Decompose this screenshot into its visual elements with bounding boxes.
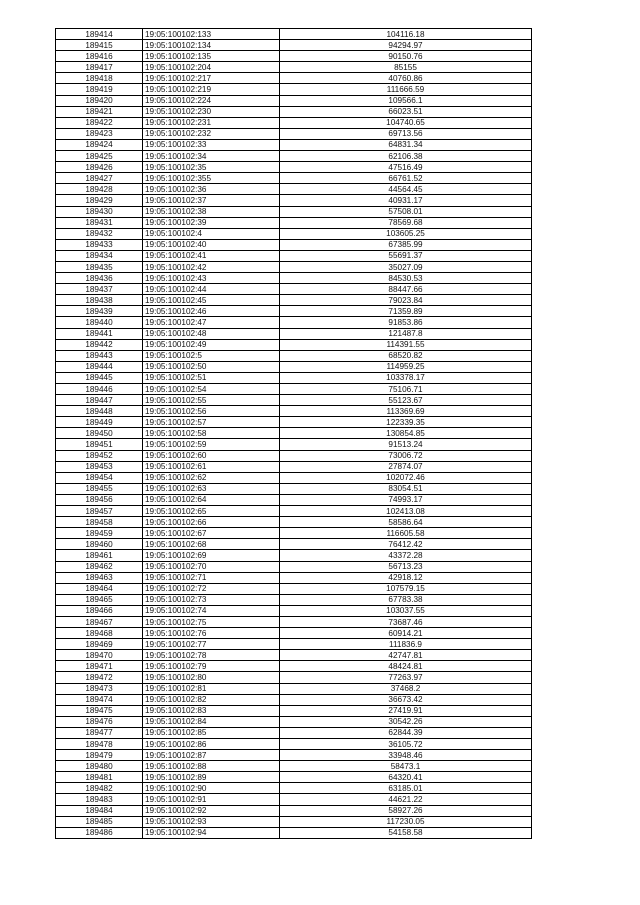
row-number-cell: 189427 [56, 173, 143, 184]
row-number-cell: 189453 [56, 461, 143, 472]
table-row [56, 406, 532, 417]
table-row [56, 572, 532, 583]
table-row [56, 306, 532, 317]
row-number-cell: 189440 [56, 317, 143, 328]
cadastral-number-cell: 19:05:100102:49 [143, 339, 280, 350]
cadastral-number-cell: 19:05:100102:33 [143, 139, 280, 150]
cadastral-number-cell: 19:05:100102:66 [143, 517, 280, 528]
table-row [56, 639, 532, 650]
cadastral-number-cell: 19:05:100102:134 [143, 40, 280, 51]
row-number-cell: 189418 [56, 73, 143, 84]
value-cell: 69713.56 [280, 128, 532, 139]
value-cell: 62844.39 [280, 727, 532, 738]
table-row [56, 672, 532, 683]
cadastral-number-cell: 19:05:100102:94 [143, 827, 280, 838]
value-cell: 30542.26 [280, 716, 532, 727]
cadastral-number-cell: 19:05:100102:76 [143, 628, 280, 639]
table-row [56, 605, 532, 616]
value-cell: 74993.17 [280, 494, 532, 505]
cadastral-number-cell: 19:05:100102:232 [143, 128, 280, 139]
cadastral-number-cell: 19:05:100102:80 [143, 672, 280, 683]
cadastral-number-cell: 19:05:100102:40 [143, 239, 280, 250]
value-cell: 122339.35 [280, 417, 532, 428]
table-row [56, 372, 532, 383]
table-row [56, 395, 532, 406]
cadastral-number-cell: 19:05:100102:41 [143, 250, 280, 261]
value-cell: 27874.07 [280, 461, 532, 472]
row-number-cell: 189447 [56, 395, 143, 406]
row-number-cell: 189474 [56, 694, 143, 705]
value-cell: 44564.45 [280, 184, 532, 195]
table-row [56, 384, 532, 395]
cadastral-number-cell: 19:05:100102:230 [143, 106, 280, 117]
row-number-cell: 189475 [56, 705, 143, 716]
cadastral-number-cell: 19:05:100102:68 [143, 539, 280, 550]
table-row [56, 84, 532, 95]
table-row [56, 539, 532, 550]
table-body [56, 29, 532, 839]
table-row [56, 694, 532, 705]
value-cell: 54158.58 [280, 827, 532, 838]
table-row [56, 273, 532, 284]
cadastral-number-cell: 19:05:100102:69 [143, 550, 280, 561]
value-cell: 36105.72 [280, 739, 532, 750]
row-number-cell: 189486 [56, 827, 143, 838]
cadastral-number-cell: 19:05:100102:57 [143, 417, 280, 428]
cadastral-number-cell: 19:05:100102:133 [143, 29, 280, 40]
table-row [56, 705, 532, 716]
table-row [56, 117, 532, 128]
value-cell: 71359.89 [280, 306, 532, 317]
table-row [56, 139, 532, 150]
table-row [56, 561, 532, 572]
row-number-cell: 189478 [56, 739, 143, 750]
table-row [56, 472, 532, 483]
cadastral-number-cell: 19:05:100102:58 [143, 428, 280, 439]
cadastral-number-cell: 19:05:100102:90 [143, 783, 280, 794]
row-number-cell: 189459 [56, 528, 143, 539]
row-number-cell: 189437 [56, 284, 143, 295]
row-number-cell: 189462 [56, 561, 143, 572]
table-row [56, 628, 532, 639]
cadastral-number-cell: 19:05:100102:91 [143, 794, 280, 805]
cadastral-number-cell: 19:05:100102:88 [143, 761, 280, 772]
value-cell: 90150.76 [280, 51, 532, 62]
table-row [56, 195, 532, 206]
table-row [56, 295, 532, 306]
cadastral-number-cell: 19:05:100102:42 [143, 261, 280, 272]
value-cell: 67783.38 [280, 594, 532, 605]
row-number-cell: 189426 [56, 162, 143, 173]
table-row [56, 739, 532, 750]
table-row [56, 151, 532, 162]
row-number-cell: 189460 [56, 539, 143, 550]
table-row [56, 339, 532, 350]
row-number-cell: 189434 [56, 250, 143, 261]
value-cell: 130854.85 [280, 428, 532, 439]
cadastral-number-cell: 19:05:100102:77 [143, 639, 280, 650]
row-number-cell: 189430 [56, 206, 143, 217]
value-cell: 88447.66 [280, 284, 532, 295]
table-row [56, 95, 532, 106]
row-number-cell: 189442 [56, 339, 143, 350]
cadastral-number-cell: 19:05:100102:72 [143, 583, 280, 594]
cadastral-number-cell: 19:05:100102:231 [143, 117, 280, 128]
row-number-cell: 189423 [56, 128, 143, 139]
table-row [56, 827, 532, 838]
row-number-cell: 189466 [56, 605, 143, 616]
cadastral-number-cell: 19:05:100102:78 [143, 650, 280, 661]
table-row [56, 317, 532, 328]
cadastral-number-cell: 19:05:100102:43 [143, 273, 280, 284]
cadastral-number-cell: 19:05:100102:92 [143, 805, 280, 816]
cadastral-number-cell: 19:05:100102:51 [143, 372, 280, 383]
row-number-cell: 189438 [56, 295, 143, 306]
table-row [56, 173, 532, 184]
table-row [56, 528, 532, 539]
value-cell: 78569.68 [280, 217, 532, 228]
table-row [56, 506, 532, 517]
table-row [56, 483, 532, 494]
table-row [56, 217, 532, 228]
value-cell: 64831.34 [280, 139, 532, 150]
table-row [56, 594, 532, 605]
value-cell: 73006.72 [280, 450, 532, 461]
table-row [56, 184, 532, 195]
value-cell: 79023.84 [280, 295, 532, 306]
row-number-cell: 189457 [56, 506, 143, 517]
cadastral-number-cell: 19:05:100102:70 [143, 561, 280, 572]
row-number-cell: 189454 [56, 472, 143, 483]
cadastral-number-cell: 19:05:100102:83 [143, 705, 280, 716]
row-number-cell: 189446 [56, 384, 143, 395]
row-number-cell: 189429 [56, 195, 143, 206]
row-number-cell: 189448 [56, 406, 143, 417]
row-number-cell: 189415 [56, 40, 143, 51]
row-number-cell: 189477 [56, 727, 143, 738]
cadastral-number-cell: 19:05:100102:224 [143, 95, 280, 106]
cadastral-number-cell: 19:05:100102:47 [143, 317, 280, 328]
row-number-cell: 189480 [56, 761, 143, 772]
row-number-cell: 189422 [56, 117, 143, 128]
cadastral-number-cell: 19:05:100102:45 [143, 295, 280, 306]
row-number-cell: 189445 [56, 372, 143, 383]
cadastral-number-cell: 19:05:100102:62 [143, 472, 280, 483]
value-cell: 40931.17 [280, 195, 532, 206]
table-row [56, 805, 532, 816]
table-row [56, 128, 532, 139]
value-cell: 37468.2 [280, 683, 532, 694]
row-number-cell: 189433 [56, 239, 143, 250]
table-row [56, 361, 532, 372]
table-row [56, 73, 532, 84]
cadastral-number-cell: 19:05:100102:59 [143, 439, 280, 450]
cadastral-number-cell: 19:05:100102:65 [143, 506, 280, 517]
value-cell: 63185.01 [280, 783, 532, 794]
value-cell: 121487.8 [280, 328, 532, 339]
row-number-cell: 189441 [56, 328, 143, 339]
value-cell: 76412.42 [280, 539, 532, 550]
row-number-cell: 189443 [56, 350, 143, 361]
row-number-cell: 189484 [56, 805, 143, 816]
value-cell: 104116.18 [280, 29, 532, 40]
table-row [56, 62, 532, 73]
value-cell: 58586.64 [280, 517, 532, 528]
row-number-cell: 189417 [56, 62, 143, 73]
cadastral-number-cell: 19:05:100102:79 [143, 661, 280, 672]
row-number-cell: 189465 [56, 594, 143, 605]
row-number-cell: 189450 [56, 428, 143, 439]
cadastral-number-cell: 19:05:100102:355 [143, 173, 280, 184]
row-number-cell: 189473 [56, 683, 143, 694]
value-cell: 47516.49 [280, 162, 532, 173]
cadastral-number-cell: 19:05:100102:81 [143, 683, 280, 694]
value-cell: 36673.42 [280, 694, 532, 705]
row-number-cell: 189444 [56, 361, 143, 372]
row-number-cell: 189485 [56, 816, 143, 827]
row-number-cell: 189421 [56, 106, 143, 117]
table-row [56, 661, 532, 672]
table-row [56, 428, 532, 439]
value-cell: 104740.65 [280, 117, 532, 128]
cadastral-number-cell: 19:05:100102:63 [143, 483, 280, 494]
cadastral-number-cell: 19:05:100102:64 [143, 494, 280, 505]
table-row [56, 51, 532, 62]
table-row [56, 350, 532, 361]
value-cell: 111666.59 [280, 84, 532, 95]
row-number-cell: 189428 [56, 184, 143, 195]
cadastral-number-cell: 19:05:100102:89 [143, 772, 280, 783]
cadastral-number-cell: 19:05:100102:93 [143, 816, 280, 827]
cadastral-number-cell: 19:05:100102:37 [143, 195, 280, 206]
cadastral-number-cell: 19:05:100102:60 [143, 450, 280, 461]
value-cell: 64320.41 [280, 772, 532, 783]
value-cell: 114391.55 [280, 339, 532, 350]
cadastral-number-cell: 19:05:100102:46 [143, 306, 280, 317]
table-row [56, 683, 532, 694]
table-row [56, 761, 532, 772]
value-cell: 66761.52 [280, 173, 532, 184]
cadastral-number-cell: 19:05:100102:135 [143, 51, 280, 62]
cadastral-number-cell: 19:05:100102:204 [143, 62, 280, 73]
row-number-cell: 189456 [56, 494, 143, 505]
value-cell: 114959.25 [280, 361, 532, 372]
table-row [56, 650, 532, 661]
row-number-cell: 189468 [56, 628, 143, 639]
cadastral-number-cell: 19:05:100102:73 [143, 594, 280, 605]
value-cell: 91853.86 [280, 317, 532, 328]
row-number-cell: 189420 [56, 95, 143, 106]
row-number-cell: 189436 [56, 273, 143, 284]
table-row [56, 328, 532, 339]
table-row [56, 794, 532, 805]
cadastral-number-cell: 19:05:100102:44 [143, 284, 280, 295]
row-number-cell: 189483 [56, 794, 143, 805]
value-cell: 85155 [280, 62, 532, 73]
value-cell: 43372.28 [280, 550, 532, 561]
value-cell: 55691.37 [280, 250, 532, 261]
table-row [56, 450, 532, 461]
cadastral-number-cell: 19:05:100102:71 [143, 572, 280, 583]
cadastral-number-cell: 19:05:100102:4 [143, 228, 280, 239]
value-cell: 103605.25 [280, 228, 532, 239]
value-cell: 66023.51 [280, 106, 532, 117]
table-row [56, 206, 532, 217]
table-row [56, 583, 532, 594]
cadastral-number-cell: 19:05:100102:84 [143, 716, 280, 727]
value-cell: 42918.12 [280, 572, 532, 583]
cadastral-number-cell: 19:05:100102:86 [143, 739, 280, 750]
row-number-cell: 189449 [56, 417, 143, 428]
value-cell: 103378.17 [280, 372, 532, 383]
table-row [56, 162, 532, 173]
row-number-cell: 189435 [56, 261, 143, 272]
value-cell: 113369.69 [280, 406, 532, 417]
row-number-cell: 189479 [56, 750, 143, 761]
cadastral-number-cell: 19:05:100102:39 [143, 217, 280, 228]
value-cell: 58473.1 [280, 761, 532, 772]
table-row [56, 750, 532, 761]
value-cell: 109566.1 [280, 95, 532, 106]
table-row [56, 772, 532, 783]
cadastral-number-cell: 19:05:100102:55 [143, 395, 280, 406]
table-row [56, 494, 532, 505]
table-row [56, 783, 532, 794]
table-row [56, 250, 532, 261]
table-row [56, 106, 532, 117]
value-cell: 107579.15 [280, 583, 532, 594]
table-row [56, 439, 532, 450]
cadastral-number-cell: 19:05:100102:85 [143, 727, 280, 738]
cadastral-number-cell: 19:05:100102:54 [143, 384, 280, 395]
value-cell: 117230.05 [280, 816, 532, 827]
data-table [55, 28, 532, 839]
value-cell: 103037.55 [280, 605, 532, 616]
row-number-cell: 189471 [56, 661, 143, 672]
cadastral-number-cell: 19:05:100102:48 [143, 328, 280, 339]
value-cell: 91513.24 [280, 439, 532, 450]
value-cell: 102413.08 [280, 506, 532, 517]
row-number-cell: 189452 [56, 450, 143, 461]
table-row [56, 716, 532, 727]
value-cell: 68520.82 [280, 350, 532, 361]
table-row [56, 284, 532, 295]
value-cell: 57508.01 [280, 206, 532, 217]
value-cell: 83054.51 [280, 483, 532, 494]
value-cell: 40760.86 [280, 73, 532, 84]
cadastral-number-cell: 19:05:100102:61 [143, 461, 280, 472]
row-number-cell: 189470 [56, 650, 143, 661]
cadastral-number-cell: 19:05:100102:56 [143, 406, 280, 417]
value-cell: 102072.46 [280, 472, 532, 483]
table-row [56, 417, 532, 428]
cadastral-number-cell: 19:05:100102:67 [143, 528, 280, 539]
table-row [56, 727, 532, 738]
row-number-cell: 189451 [56, 439, 143, 450]
value-cell: 111836.9 [280, 639, 532, 650]
row-number-cell: 189455 [56, 483, 143, 494]
row-number-cell: 189482 [56, 783, 143, 794]
cadastral-number-cell: 19:05:100102:38 [143, 206, 280, 217]
value-cell: 94294.97 [280, 40, 532, 51]
value-cell: 55123.67 [280, 395, 532, 406]
value-cell: 116605.58 [280, 528, 532, 539]
value-cell: 67385.99 [280, 239, 532, 250]
value-cell: 62106.38 [280, 151, 532, 162]
row-number-cell: 189461 [56, 550, 143, 561]
row-number-cell: 189464 [56, 583, 143, 594]
cadastral-number-cell: 19:05:100102:34 [143, 151, 280, 162]
row-number-cell: 189467 [56, 616, 143, 627]
cadastral-number-cell: 19:05:100102:74 [143, 605, 280, 616]
table-row [56, 616, 532, 627]
value-cell: 33948.46 [280, 750, 532, 761]
value-cell: 58927.26 [280, 805, 532, 816]
value-cell: 56713.23 [280, 561, 532, 572]
cadastral-number-cell: 19:05:100102:36 [143, 184, 280, 195]
cadastral-number-cell: 19:05:100102:35 [143, 162, 280, 173]
row-number-cell: 189472 [56, 672, 143, 683]
row-number-cell: 189416 [56, 51, 143, 62]
cadastral-number-cell: 19:05:100102:217 [143, 73, 280, 84]
value-cell: 42747.81 [280, 650, 532, 661]
row-number-cell: 189425 [56, 151, 143, 162]
row-number-cell: 189414 [56, 29, 143, 40]
row-number-cell: 189431 [56, 217, 143, 228]
cadastral-number-cell: 19:05:100102:75 [143, 616, 280, 627]
value-cell: 48424.81 [280, 661, 532, 672]
row-number-cell: 189458 [56, 517, 143, 528]
value-cell: 27419.91 [280, 705, 532, 716]
cadastral-number-cell: 19:05:100102:5 [143, 350, 280, 361]
table-row [56, 40, 532, 51]
value-cell: 35027.09 [280, 261, 532, 272]
row-number-cell: 189419 [56, 84, 143, 95]
cadastral-number-cell: 19:05:100102:50 [143, 361, 280, 372]
row-number-cell: 189463 [56, 572, 143, 583]
value-cell: 60914.21 [280, 628, 532, 639]
table-row [56, 228, 532, 239]
value-cell: 73687.46 [280, 616, 532, 627]
table-row [56, 517, 532, 528]
row-number-cell: 189481 [56, 772, 143, 783]
row-number-cell: 189469 [56, 639, 143, 650]
row-number-cell: 189476 [56, 716, 143, 727]
row-number-cell: 189424 [56, 139, 143, 150]
table-row [56, 816, 532, 827]
table-row [56, 29, 532, 40]
value-cell: 44621.22 [280, 794, 532, 805]
cadastral-number-cell: 19:05:100102:82 [143, 694, 280, 705]
table-row [56, 261, 532, 272]
value-cell: 84530.53 [280, 273, 532, 284]
row-number-cell: 189432 [56, 228, 143, 239]
table-row [56, 239, 532, 250]
value-cell: 77263.97 [280, 672, 532, 683]
row-number-cell: 189439 [56, 306, 143, 317]
table-row [56, 461, 532, 472]
cadastral-number-cell: 19:05:100102:87 [143, 750, 280, 761]
cadastral-number-cell: 19:05:100102:219 [143, 84, 280, 95]
table-row [56, 550, 532, 561]
value-cell: 75106.71 [280, 384, 532, 395]
